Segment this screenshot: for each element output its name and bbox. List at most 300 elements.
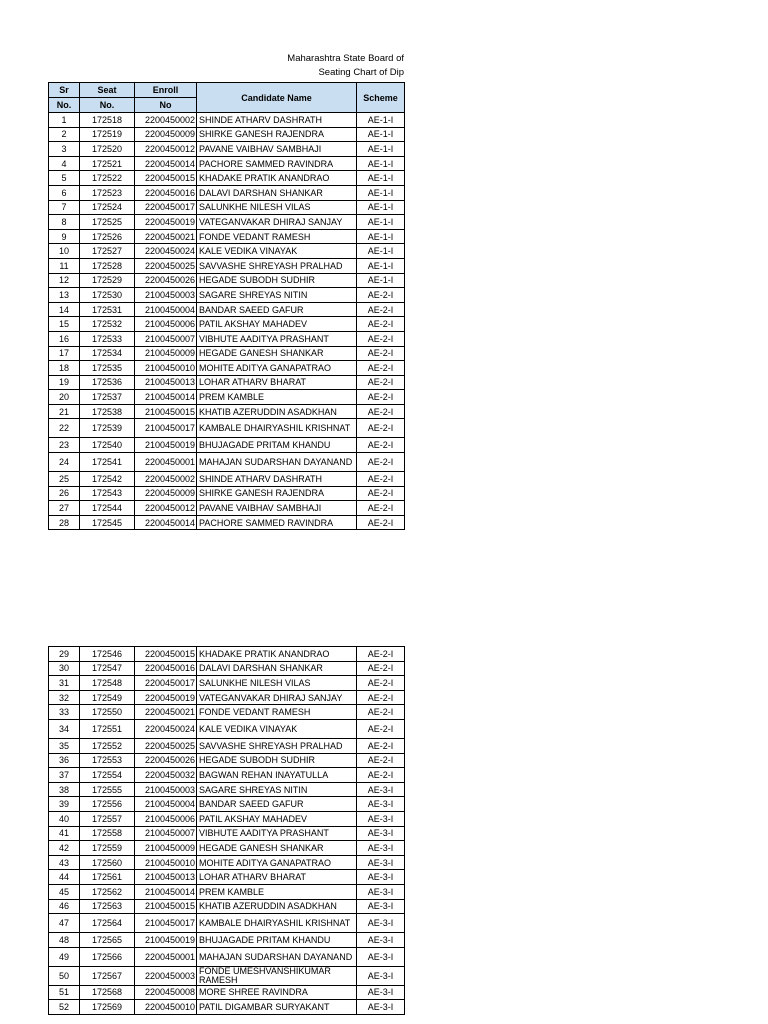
cell-scheme: AE-1-I	[357, 156, 405, 171]
cell-candidate-name: DALAVI DARSHAN SHANKAR	[197, 185, 357, 200]
cell-enroll: 2200450016	[135, 185, 197, 200]
cell-scheme: AE-2-I	[357, 472, 405, 487]
cell-seat: 172565	[80, 933, 135, 948]
cell-seat: 172568	[80, 985, 135, 1000]
cell-sr: 33	[49, 705, 80, 720]
cell-seat: 172531	[80, 302, 135, 317]
cell-enroll: 2100450007	[135, 331, 197, 346]
cell-candidate-name: SHIRKE GANESH RAJENDRA	[197, 127, 357, 142]
cell-candidate-name: PACHORE SAMMED RAVINDRA	[197, 156, 357, 171]
table-row	[49, 676, 405, 691]
cell-seat: 172532	[80, 317, 135, 332]
cell-enroll: 2200450021	[135, 229, 197, 244]
table-row	[49, 1000, 405, 1015]
cell-candidate-name: VIBHUTE AADITYA PRASHANT	[197, 331, 357, 346]
cell-candidate-name: MAHAJAN SUDARSHAN DAYANAND	[197, 947, 357, 966]
cell-sr: 27	[49, 501, 80, 516]
cell-candidate-name: VATEGANVAKAR DHIRAJ SANJAY	[197, 215, 357, 230]
table-row	[49, 215, 405, 230]
cell-sr: 32	[49, 690, 80, 705]
cell-sr: 47	[49, 914, 80, 933]
cell-scheme: AE-1-I	[357, 127, 405, 142]
cell-scheme: AE-2-I	[357, 438, 405, 453]
cell-seat: 172537	[80, 390, 135, 405]
cell-sr: 3	[49, 142, 80, 157]
cell-seat: 172557	[80, 811, 135, 826]
cell-candidate-name: FONDE VEDANT RAMESH	[197, 229, 357, 244]
cell-enroll: 2200450008	[135, 985, 197, 1000]
cell-scheme: AE-3-I	[357, 797, 405, 812]
cell-sr: 13	[49, 288, 80, 303]
header-enroll: Enroll	[135, 83, 197, 98]
table-row	[49, 127, 405, 142]
cell-seat: 172563	[80, 899, 135, 914]
cell-scheme: AE-2-I	[357, 317, 405, 332]
cell-seat: 172520	[80, 142, 135, 157]
cell-candidate-name: BANDAR SAEED GAFUR	[197, 302, 357, 317]
cell-sr: 42	[49, 841, 80, 856]
cell-scheme: AE-1-I	[357, 113, 405, 128]
cell-scheme: AE-2-I	[357, 302, 405, 317]
table-row	[49, 375, 405, 390]
cell-enroll: 2200450021	[135, 705, 197, 720]
cell-sr: 39	[49, 797, 80, 812]
cell-candidate-name: SAVVASHE SHREYASH PRALHAD	[197, 738, 357, 753]
cell-seat: 172528	[80, 258, 135, 273]
cell-scheme: AE-2-I	[357, 719, 405, 738]
cell-enroll: 2200450002	[135, 113, 197, 128]
table-row	[49, 156, 405, 171]
cell-scheme: AE-2-I	[357, 647, 405, 662]
cell-seat: 172541	[80, 453, 135, 472]
cell-scheme: AE-2-I	[357, 419, 405, 438]
cell-scheme: AE-3-I	[357, 884, 405, 899]
cell-sr: 30	[49, 661, 80, 676]
cell-sr: 22	[49, 419, 80, 438]
cell-seat: 172530	[80, 288, 135, 303]
cell-enroll: 2200450017	[135, 200, 197, 215]
cell-scheme: AE-2-I	[357, 738, 405, 753]
table-row	[49, 419, 405, 438]
cell-candidate-name: KHATIB AZERUDDIN ASADKHAN	[197, 404, 357, 419]
cell-sr: 43	[49, 855, 80, 870]
cell-seat: 172559	[80, 841, 135, 856]
cell-candidate-name: PREM KAMBLE	[197, 390, 357, 405]
cell-scheme: AE-1-I	[357, 200, 405, 215]
cell-scheme: AE-2-I	[357, 346, 405, 361]
cell-seat: 172521	[80, 156, 135, 171]
cell-enroll: 2200450026	[135, 273, 197, 288]
table-row	[49, 331, 405, 346]
cell-enroll: 2200450019	[135, 215, 197, 230]
table-row	[49, 229, 405, 244]
cell-sr: 34	[49, 719, 80, 738]
cell-enroll: 2100450017	[135, 419, 197, 438]
table-row	[49, 753, 405, 768]
header-scheme: Scheme	[357, 83, 405, 113]
cell-sr: 23	[49, 438, 80, 453]
cell-seat: 172533	[80, 331, 135, 346]
table-row	[49, 113, 405, 128]
cell-seat: 172561	[80, 870, 135, 885]
cell-enroll: 2200450025	[135, 738, 197, 753]
cell-seat: 172546	[80, 647, 135, 662]
cell-candidate-name: MORE SHREE RAVINDRA	[197, 985, 357, 1000]
table-row	[49, 501, 405, 516]
cell-enroll: 2100450013	[135, 375, 197, 390]
cell-scheme: AE-3-I	[357, 855, 405, 870]
cell-enroll: 2200450002	[135, 472, 197, 487]
cell-scheme: AE-2-I	[357, 288, 405, 303]
cell-seat: 172540	[80, 438, 135, 453]
cell-scheme: AE-2-I	[357, 331, 405, 346]
cell-sr: 18	[49, 361, 80, 376]
cell-scheme: AE-2-I	[357, 390, 405, 405]
cell-scheme: AE-3-I	[357, 947, 405, 966]
cell-sr: 38	[49, 782, 80, 797]
cell-seat: 172549	[80, 690, 135, 705]
table-row	[49, 486, 405, 501]
cell-seat: 172567	[80, 966, 135, 985]
cell-candidate-name: PACHORE SAMMED RAVINDRA	[197, 515, 357, 530]
cell-seat: 172547	[80, 661, 135, 676]
cell-seat: 172552	[80, 738, 135, 753]
cell-scheme: AE-3-I	[357, 870, 405, 885]
cell-candidate-name: HEGADE SUBODH SUDHIR	[197, 753, 357, 768]
cell-scheme: AE-3-I	[357, 1000, 405, 1015]
cell-candidate-name: FONDE UMESHVANSHIKUMAR RAMESH	[197, 966, 357, 985]
cell-enroll: 2100450014	[135, 884, 197, 899]
header-candidate-name: Candidate Name	[197, 83, 357, 113]
cell-seat: 172542	[80, 472, 135, 487]
cell-sr: 8	[49, 215, 80, 230]
cell-enroll: 2200450026	[135, 753, 197, 768]
cell-sr: 7	[49, 200, 80, 215]
cell-seat: 172518	[80, 113, 135, 128]
cell-seat: 172566	[80, 947, 135, 966]
cell-enroll: 2100450006	[135, 317, 197, 332]
cell-enroll: 2200450012	[135, 501, 197, 516]
cell-sr: 40	[49, 811, 80, 826]
cell-enroll: 2200450010	[135, 1000, 197, 1015]
cell-sr: 5	[49, 171, 80, 186]
cell-seat: 172529	[80, 273, 135, 288]
document-title	[260, 52, 404, 80]
cell-candidate-name: KALE VEDIKA VINAYAK	[197, 244, 357, 259]
cell-sr: 48	[49, 933, 80, 948]
cell-candidate-name: LOHAR ATHARV BHARAT	[197, 870, 357, 885]
cell-enroll: 2200450012	[135, 142, 197, 157]
cell-enroll: 2200450015	[135, 647, 197, 662]
table-row	[49, 185, 405, 200]
seating-table-2	[48, 646, 404, 1015]
cell-sr: 29	[49, 647, 80, 662]
cell-sr: 15	[49, 317, 80, 332]
cell-scheme: AE-1-I	[357, 171, 405, 186]
cell-seat: 172548	[80, 676, 135, 691]
cell-scheme: AE-3-I	[357, 841, 405, 856]
cell-candidate-name: PATIL AKSHAY MAHADEV	[197, 317, 357, 332]
cell-seat: 172538	[80, 404, 135, 419]
cell-scheme: AE-2-I	[357, 690, 405, 705]
cell-scheme: AE-2-I	[357, 361, 405, 376]
table-row	[49, 472, 405, 487]
cell-enroll: 2100450019	[135, 438, 197, 453]
table-row	[49, 661, 405, 676]
seating-table-1	[48, 82, 404, 530]
cell-candidate-name: FONDE VEDANT RAMESH	[197, 705, 357, 720]
cell-enroll: 2200450001	[135, 453, 197, 472]
cell-scheme: AE-3-I	[357, 826, 405, 841]
cell-seat: 172555	[80, 782, 135, 797]
cell-sr: 35	[49, 738, 80, 753]
cell-candidate-name: KAMBALE DHAIRYASHIL KRISHNAT	[197, 914, 357, 933]
cell-sr: 41	[49, 826, 80, 841]
table-row	[49, 258, 405, 273]
cell-scheme: AE-2-I	[357, 515, 405, 530]
cell-candidate-name: HEGADE GANESH SHANKAR	[197, 841, 357, 856]
cell-seat: 172569	[80, 1000, 135, 1015]
cell-candidate-name: PATIL DIGAMBAR SURYAKANT	[197, 1000, 357, 1015]
cell-candidate-name: MOHITE ADITYA GANAPATRAO	[197, 361, 357, 376]
cell-sr: 14	[49, 302, 80, 317]
cell-sr: 19	[49, 375, 80, 390]
cell-seat: 172564	[80, 914, 135, 933]
cell-candidate-name: BHUJAGADE PRITAM KHANDU	[197, 933, 357, 948]
cell-candidate-name: BHUJAGADE PRITAM KHANDU	[197, 438, 357, 453]
cell-seat: 172558	[80, 826, 135, 841]
table-row	[49, 647, 405, 662]
header-enroll-no: No	[135, 98, 197, 113]
cell-enroll: 2200450001	[135, 947, 197, 966]
cell-enroll: 2200450015	[135, 171, 197, 186]
cell-scheme: AE-3-I	[357, 966, 405, 985]
cell-sr: 17	[49, 346, 80, 361]
cell-candidate-name: KHATIB AZERUDDIN ASADKHAN	[197, 899, 357, 914]
cell-enroll: 2100450014	[135, 390, 197, 405]
cell-candidate-name: KHADAKE PRATIK ANANDRAO	[197, 171, 357, 186]
cell-scheme: AE-2-I	[357, 661, 405, 676]
cell-candidate-name: LOHAR ATHARV BHARAT	[197, 375, 357, 390]
table-row	[49, 317, 405, 332]
cell-candidate-name: MAHAJAN SUDARSHAN DAYANAND	[197, 453, 357, 472]
cell-enroll: 2200450003	[135, 966, 197, 985]
cell-scheme: AE-1-I	[357, 142, 405, 157]
cell-sr: 37	[49, 768, 80, 783]
table-row	[49, 738, 405, 753]
table-row	[49, 914, 405, 933]
cell-enroll: 2100450015	[135, 404, 197, 419]
cell-enroll: 2100450009	[135, 346, 197, 361]
cell-enroll: 2200450016	[135, 661, 197, 676]
table-row	[49, 361, 405, 376]
cell-seat: 172536	[80, 375, 135, 390]
cell-candidate-name: VATEGANVAKAR DHIRAJ SANJAY	[197, 690, 357, 705]
table-row	[49, 947, 405, 966]
cell-enroll: 2100450006	[135, 811, 197, 826]
cell-enroll: 2100450003	[135, 288, 197, 303]
cell-seat: 172550	[80, 705, 135, 720]
cell-enroll: 2100450004	[135, 302, 197, 317]
cell-enroll: 2200450024	[135, 719, 197, 738]
cell-seat: 172523	[80, 185, 135, 200]
cell-candidate-name: HEGADE SUBODH SUDHIR	[197, 273, 357, 288]
cell-seat: 172527	[80, 244, 135, 259]
cell-sr: 20	[49, 390, 80, 405]
cell-candidate-name: PREM KAMBLE	[197, 884, 357, 899]
cell-candidate-name: VIBHUTE AADITYA PRASHANT	[197, 826, 357, 841]
table-row	[49, 438, 405, 453]
cell-scheme: AE-2-I	[357, 375, 405, 390]
cell-seat: 172543	[80, 486, 135, 501]
header-sr: Sr	[49, 83, 80, 98]
cell-candidate-name: PAVANE VAIBHAV SAMBHAJI	[197, 142, 357, 157]
cell-sr: 49	[49, 947, 80, 966]
table-row	[49, 346, 405, 361]
cell-enroll: 2200450017	[135, 676, 197, 691]
table-row	[49, 273, 405, 288]
header-sr-no: No.	[49, 98, 80, 113]
cell-seat: 172554	[80, 768, 135, 783]
table-row	[49, 797, 405, 812]
cell-seat: 172535	[80, 361, 135, 376]
title-line-2: Seating Chart of Dip	[318, 67, 404, 78]
table-row	[49, 782, 405, 797]
cell-scheme: AE-2-I	[357, 768, 405, 783]
cell-candidate-name: SAGARE SHREYAS NITIN	[197, 288, 357, 303]
table-row	[49, 404, 405, 419]
cell-enroll: 2100450009	[135, 841, 197, 856]
cell-seat: 172526	[80, 229, 135, 244]
cell-candidate-name: SALUNKHE NILESH VILAS	[197, 676, 357, 691]
cell-candidate-name: SHINDE ATHARV DASHRATH	[197, 472, 357, 487]
cell-candidate-name: SHINDE ATHARV DASHRATH	[197, 113, 357, 128]
table-row	[49, 288, 405, 303]
cell-scheme: AE-1-I	[357, 258, 405, 273]
cell-sr: 28	[49, 515, 80, 530]
cell-scheme: AE-2-I	[357, 753, 405, 768]
cell-seat: 172544	[80, 501, 135, 516]
cell-scheme: AE-1-I	[357, 185, 405, 200]
table-row	[49, 841, 405, 856]
cell-seat: 172553	[80, 753, 135, 768]
table-row	[49, 933, 405, 948]
cell-seat: 172539	[80, 419, 135, 438]
cell-scheme: AE-3-I	[357, 811, 405, 826]
cell-enroll: 2200450014	[135, 156, 197, 171]
cell-sr: 21	[49, 404, 80, 419]
header-seat: Seat	[80, 83, 135, 98]
table-row	[49, 985, 405, 1000]
table-row	[49, 390, 405, 405]
cell-sr: 50	[49, 966, 80, 985]
cell-enroll: 2200450032	[135, 768, 197, 783]
cell-candidate-name: SAVVASHE SHREYASH PRALHAD	[197, 258, 357, 273]
cell-sr: 45	[49, 884, 80, 899]
cell-scheme: AE-3-I	[357, 933, 405, 948]
cell-enroll: 2100450003	[135, 782, 197, 797]
table-row	[49, 690, 405, 705]
cell-enroll: 2100450017	[135, 914, 197, 933]
cell-sr: 2	[49, 127, 80, 142]
cell-candidate-name: MOHITE ADITYA GANAPATRAO	[197, 855, 357, 870]
cell-enroll: 2100450007	[135, 826, 197, 841]
cell-candidate-name: KALE VEDIKA VINAYAK	[197, 719, 357, 738]
cell-scheme: AE-3-I	[357, 914, 405, 933]
cell-scheme: AE-2-I	[357, 705, 405, 720]
cell-enroll: 2100450019	[135, 933, 197, 948]
cell-scheme: AE-2-I	[357, 676, 405, 691]
cell-sr: 25	[49, 472, 80, 487]
cell-enroll: 2100450013	[135, 870, 197, 885]
cell-candidate-name: DALAVI DARSHAN SHANKAR	[197, 661, 357, 676]
cell-enroll: 2200450024	[135, 244, 197, 259]
cell-scheme: AE-1-I	[357, 215, 405, 230]
cell-sr: 12	[49, 273, 80, 288]
cell-enroll: 2100450004	[135, 797, 197, 812]
cell-seat: 172562	[80, 884, 135, 899]
cell-sr: 46	[49, 899, 80, 914]
cell-candidate-name: PATIL AKSHAY MAHADEV	[197, 811, 357, 826]
cell-enroll: 2100450015	[135, 899, 197, 914]
cell-candidate-name: KHADAKE PRATIK ANANDRAO	[197, 647, 357, 662]
cell-enroll: 2200450009	[135, 486, 197, 501]
cell-candidate-name: PAVANE VAIBHAV SAMBHAJI	[197, 501, 357, 516]
cell-scheme: AE-2-I	[357, 404, 405, 419]
cell-sr: 31	[49, 676, 80, 691]
cell-sr: 24	[49, 453, 80, 472]
table-row	[49, 811, 405, 826]
cell-scheme: AE-1-I	[357, 229, 405, 244]
cell-sr: 36	[49, 753, 80, 768]
cell-sr: 44	[49, 870, 80, 885]
cell-candidate-name: BANDAR SAEED GAFUR	[197, 797, 357, 812]
cell-scheme: AE-3-I	[357, 899, 405, 914]
cell-seat: 172551	[80, 719, 135, 738]
cell-sr: 16	[49, 331, 80, 346]
cell-scheme: AE-3-I	[357, 782, 405, 797]
cell-candidate-name: SHIRKE GANESH RAJENDRA	[197, 486, 357, 501]
header-seat-no: No.	[80, 98, 135, 113]
table-row	[49, 705, 405, 720]
cell-sr: 10	[49, 244, 80, 259]
cell-scheme: AE-2-I	[357, 501, 405, 516]
cell-candidate-name: SAGARE SHREYAS NITIN	[197, 782, 357, 797]
cell-sr: 51	[49, 985, 80, 1000]
cell-enroll: 2100450010	[135, 855, 197, 870]
cell-enroll: 2200450025	[135, 258, 197, 273]
cell-enroll: 2200450019	[135, 690, 197, 705]
cell-seat: 172560	[80, 855, 135, 870]
cell-seat: 172525	[80, 215, 135, 230]
cell-candidate-name: SALUNKHE NILESH VILAS	[197, 200, 357, 215]
table-row	[49, 244, 405, 259]
cell-scheme: AE-2-I	[357, 486, 405, 501]
cell-seat: 172534	[80, 346, 135, 361]
cell-enroll: 2200450014	[135, 515, 197, 530]
cell-candidate-name: KAMBALE DHAIRYASHIL KRISHNAT	[197, 419, 357, 438]
table-row	[49, 855, 405, 870]
cell-sr: 26	[49, 486, 80, 501]
table-row	[49, 966, 405, 985]
cell-seat: 172522	[80, 171, 135, 186]
cell-sr: 6	[49, 185, 80, 200]
table-row	[49, 515, 405, 530]
table-row	[49, 768, 405, 783]
table-row	[49, 200, 405, 215]
table-row	[49, 870, 405, 885]
cell-scheme: AE-1-I	[357, 244, 405, 259]
